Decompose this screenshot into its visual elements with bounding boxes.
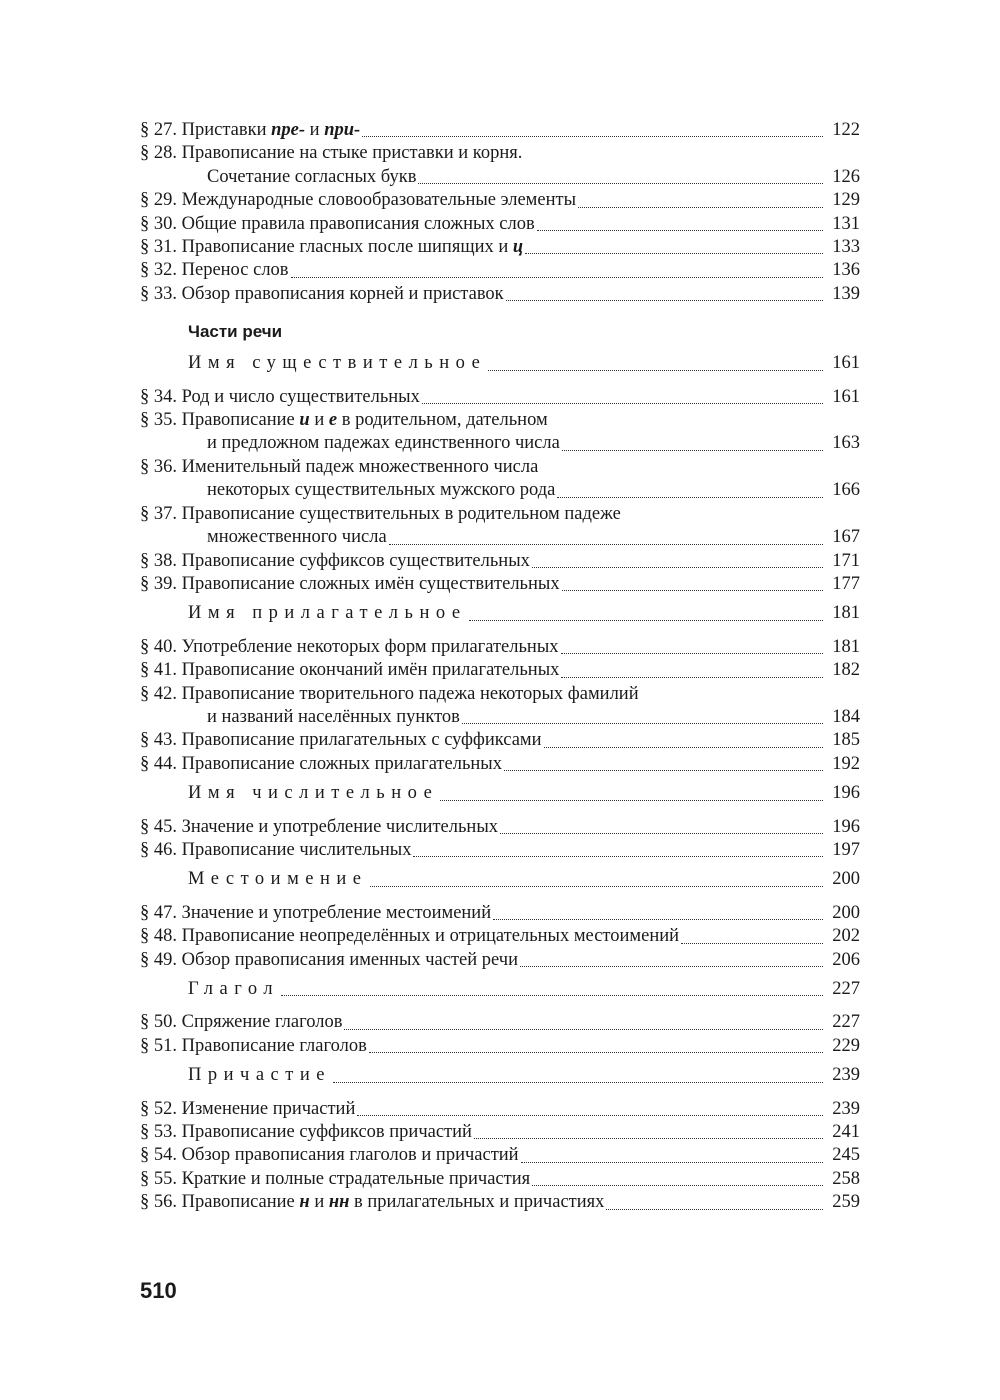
text-part: Правописание сложных прилагательных <box>181 753 502 774</box>
entry-first-line <box>140 683 860 706</box>
toc-line <box>140 479 860 502</box>
section-number: § 55. <box>140 1168 182 1189</box>
entry-title <box>140 1011 342 1034</box>
dot-leader <box>506 299 823 301</box>
toc-entry <box>140 949 860 972</box>
section-number: § 35. <box>140 410 182 431</box>
section-number: § 41. <box>140 660 182 681</box>
entry-continuation: и предложном падежах единственного числа <box>207 433 560 454</box>
dot-leader <box>474 1137 823 1139</box>
dot-leader <box>291 276 823 278</box>
section-number: § 43. <box>140 730 182 751</box>
entry-continuation: Сочетание согласных букв <box>207 166 417 187</box>
page-ref: 171 <box>832 550 860 571</box>
entry-title <box>140 259 289 282</box>
text-part: Спряжение глаголов <box>181 1012 343 1033</box>
entry-title <box>140 1144 519 1167</box>
table-of-contents <box>140 119 860 1215</box>
toc-line <box>140 166 860 189</box>
page-ref: 129 <box>832 190 860 211</box>
bold-letter: при- <box>324 120 361 140</box>
page-ref: 177 <box>832 573 860 594</box>
text-part: Обзор правописания глаголов и причастий <box>181 1145 519 1166</box>
section-number: § 34. <box>140 386 182 407</box>
section-number: § 39. <box>140 573 182 594</box>
page-ref: 239 <box>832 1065 860 1086</box>
toc-section <box>140 602 860 625</box>
toc-section <box>140 1064 860 1087</box>
toc-section <box>140 782 860 805</box>
bold-letter: и <box>299 410 310 431</box>
text-part: Изменение причастий <box>181 1098 356 1119</box>
page-ref: 239 <box>832 1098 860 1119</box>
toc-entry <box>140 1121 860 1144</box>
dot-leader <box>462 722 823 724</box>
text-part: Род и число существительных <box>181 386 420 407</box>
text-part: и <box>305 120 325 140</box>
text-part: Приставки <box>181 120 272 140</box>
section-number: § 46. <box>140 839 182 860</box>
section-number: § 38. <box>140 550 182 571</box>
page-ref: 161 <box>832 353 860 374</box>
toc-entry <box>140 236 860 259</box>
toc-entry <box>140 729 860 752</box>
toc-entry <box>140 142 860 189</box>
page-ref: 241 <box>832 1122 860 1143</box>
section-number: § 40. <box>140 636 182 657</box>
section-number: § 37. <box>140 503 182 524</box>
dot-leader <box>413 855 823 857</box>
entry-title <box>140 839 411 862</box>
toc-entry <box>140 259 860 282</box>
section-number: § 27. <box>140 120 182 140</box>
section-number: § 45. <box>140 816 182 837</box>
entry-title: Правописание творительного падежа некоторых фамилий <box>181 683 639 704</box>
page-ref: 126 <box>832 166 860 187</box>
dot-leader <box>469 619 823 621</box>
entry-title <box>140 386 420 409</box>
section-title: Имя числительное <box>188 783 439 804</box>
entry-continuation: некоторых существительных мужского рода <box>207 480 556 501</box>
toc-entry <box>140 550 860 573</box>
text-part: Правописание <box>181 410 300 431</box>
page-ref: 200 <box>832 902 860 923</box>
page-ref: 181 <box>832 636 860 657</box>
bold-letter: нн <box>328 1192 350 1213</box>
toc-entry <box>140 902 860 925</box>
dot-leader <box>606 1208 823 1210</box>
dot-leader <box>562 449 823 451</box>
toc-entry <box>140 283 860 306</box>
section-number: § 28. <box>140 143 182 164</box>
toc-entry <box>140 1035 860 1058</box>
page-ref: 258 <box>832 1168 860 1189</box>
page-ref: 202 <box>832 926 860 947</box>
page-ref: 245 <box>832 1145 860 1166</box>
section-title: Имя существительное <box>188 353 487 374</box>
dot-leader <box>333 1081 823 1083</box>
page-ref: 200 <box>832 869 860 890</box>
toc-line <box>140 706 860 729</box>
dot-leader <box>532 566 823 568</box>
page-ref: 206 <box>832 949 860 970</box>
entry-title <box>140 189 576 212</box>
dot-leader <box>493 918 823 920</box>
page-number: 510 <box>140 1278 177 1303</box>
page-ref: 167 <box>832 527 860 548</box>
dot-leader <box>537 229 823 231</box>
page-ref: 181 <box>832 603 860 624</box>
section-number: § 56. <box>140 1192 182 1213</box>
dot-leader <box>532 1184 823 1186</box>
toc-entry <box>140 1191 860 1214</box>
dot-leader <box>344 1028 823 1030</box>
page-ref: 184 <box>832 706 860 727</box>
entry-first-line <box>140 503 860 526</box>
toc-entry <box>140 925 860 948</box>
page-ref: 182 <box>832 660 860 681</box>
part-heading: Части речи <box>188 322 283 342</box>
text-part: Обзор правописания корней и приставок <box>181 283 504 304</box>
dot-leader <box>521 1161 823 1163</box>
entry-title <box>140 236 523 259</box>
text-part: Значение и употребление числительных <box>181 816 498 837</box>
bold-letter: ц <box>512 237 524 258</box>
dot-leader <box>525 252 823 254</box>
bold-letter: е <box>328 410 338 431</box>
dot-leader <box>504 769 823 771</box>
dot-leader <box>557 496 823 498</box>
entry-title: Правописание на стыке приставки и корня. <box>181 143 523 164</box>
text-part: Правописание сложных имён существительных <box>181 573 560 594</box>
toc-entry <box>140 636 860 659</box>
toc-entry <box>140 1098 860 1121</box>
toc-entry <box>140 503 860 550</box>
text-part: и <box>309 1192 329 1213</box>
entry-title <box>140 1121 472 1144</box>
section-title: Глагол <box>188 979 280 999</box>
page-ref: 196 <box>832 816 860 837</box>
section-number: § 48. <box>140 926 182 947</box>
section-number: § 31. <box>140 237 182 258</box>
dot-leader <box>440 799 823 801</box>
dot-leader <box>362 135 823 137</box>
toc-entry <box>140 1011 860 1034</box>
section-number: § 42. <box>140 683 182 704</box>
page-ref: 259 <box>832 1192 860 1213</box>
page-ref: 196 <box>832 783 860 804</box>
toc-entry <box>140 119 860 142</box>
bold-letter: пре- <box>271 120 306 140</box>
dot-leader <box>422 402 823 404</box>
text-part: в прилагательных и причастиях <box>349 1192 605 1213</box>
entry-title <box>140 925 679 948</box>
section-number: § 54. <box>140 1145 182 1166</box>
toc-entry <box>140 1168 860 1191</box>
text-part: в родительном, дательном <box>337 410 548 431</box>
entry-title <box>140 659 559 682</box>
page-ref: 139 <box>832 283 860 304</box>
entry-title <box>140 119 360 142</box>
page-ref: 227 <box>832 1012 860 1033</box>
section-number: § 32. <box>140 260 182 281</box>
toc-line <box>140 432 860 455</box>
section-number: § 30. <box>140 213 182 234</box>
toc-entry <box>140 839 860 862</box>
page-ref: 227 <box>832 979 860 999</box>
section-number: § 47. <box>140 902 182 923</box>
section-number: § 29. <box>140 190 182 211</box>
entry-title <box>140 1098 355 1121</box>
text-part: Правописание прилагательных с суффиксами <box>181 730 542 751</box>
text-part: Значение и употребление местоимений <box>181 902 492 923</box>
page-ref: 161 <box>832 386 860 407</box>
text-part: Общие правила правописания сложных слов <box>181 213 535 234</box>
text-part: Употребление некоторых форм прилагательных <box>181 636 559 657</box>
toc-section <box>140 978 860 1001</box>
entry-title: Правописание существительных в родительном падеже <box>181 503 621 524</box>
bold-letter: н <box>299 1192 310 1213</box>
text-part: Правописание неопределённых и отрицательных местоимений <box>181 926 680 947</box>
page-ref: 197 <box>832 839 860 860</box>
text-part: Правописание суффиксов существительных <box>181 550 530 571</box>
toc-section <box>140 352 860 375</box>
text-part: Правописание глаголов <box>181 1035 367 1056</box>
section-number: § 33. <box>140 283 182 304</box>
page-ref: 163 <box>832 433 860 454</box>
dot-leader <box>500 832 823 834</box>
dot-leader <box>681 942 823 944</box>
section-number: § 44. <box>140 753 182 774</box>
section-title: Имя прилагательное <box>188 603 467 624</box>
entry-title: Именительный падеж множественного числа <box>181 456 539 477</box>
dot-leader <box>281 994 823 996</box>
entry-title <box>140 902 491 925</box>
text-part: Перенос слов <box>181 260 289 281</box>
dot-leader <box>369 1051 823 1053</box>
dot-leader <box>562 589 823 591</box>
text-part: Правописание гласных после шипящих и <box>181 237 513 258</box>
text-part: и <box>309 410 329 431</box>
toc-entry <box>140 213 860 236</box>
entry-title <box>140 729 542 752</box>
dot-leader <box>561 652 823 654</box>
entry-title <box>140 753 502 776</box>
toc-entry <box>140 456 860 503</box>
entry-title <box>140 1168 530 1191</box>
entry-first-line <box>140 409 860 432</box>
toc-entry <box>140 386 860 409</box>
entry-continuation: и названий населённых пунктов <box>207 706 460 727</box>
page-ref: 122 <box>832 120 860 140</box>
section-number: § 50. <box>140 1012 182 1033</box>
dot-leader <box>561 676 823 678</box>
toc-entry <box>140 573 860 596</box>
text-part: Международные словообразовательные элементы <box>181 190 577 211</box>
entry-continuation: множественного числа <box>207 527 387 548</box>
toc-entry <box>140 189 860 212</box>
text-part: Правописание окончаний имён прилагательных <box>181 660 560 681</box>
section-title: Местоимение <box>188 869 368 890</box>
dot-leader <box>544 746 823 748</box>
entry-title <box>140 573 560 596</box>
page-ref: 185 <box>832 730 860 751</box>
dot-leader <box>389 543 823 545</box>
section-number: § 52. <box>140 1098 182 1119</box>
entry-title <box>140 949 518 972</box>
section-title: Причастие <box>188 1065 331 1086</box>
section-number: § 49. <box>140 949 182 970</box>
toc-entry <box>140 683 860 730</box>
dot-leader <box>357 1114 823 1116</box>
entry-title <box>140 213 535 236</box>
text-part: Правописание <box>181 1192 300 1213</box>
text-part: Обзор правописания именных частей речи <box>181 949 519 970</box>
dot-leader <box>370 885 823 887</box>
dot-leader <box>520 965 823 967</box>
entry-title <box>140 283 504 306</box>
toc-line <box>140 526 860 549</box>
entry-first-line <box>140 142 860 165</box>
section-number: § 53. <box>140 1122 182 1143</box>
dot-leader <box>488 369 823 371</box>
page-ref: 131 <box>832 213 860 234</box>
dot-leader <box>418 182 823 184</box>
section-number: § 51. <box>140 1035 182 1056</box>
entry-title <box>140 816 498 839</box>
entry-first-line <box>140 456 860 479</box>
text-part: Краткие и полные страдательные причастия <box>181 1168 531 1189</box>
toc-entry <box>140 816 860 839</box>
entry-title <box>140 550 530 573</box>
toc-entry <box>140 753 860 776</box>
entry-title <box>140 1035 367 1058</box>
page-ref: 136 <box>832 260 860 281</box>
entry-title <box>140 1191 604 1214</box>
page-ref: 133 <box>832 237 860 258</box>
page-ref: 229 <box>832 1035 860 1056</box>
text-part: Правописание суффиксов причастий <box>181 1122 472 1143</box>
dot-leader <box>578 206 823 208</box>
page-ref: 166 <box>832 480 860 501</box>
toc-entry <box>140 1144 860 1167</box>
page-ref: 192 <box>832 753 860 774</box>
toc-entry <box>140 409 860 456</box>
section-number: § 36. <box>140 456 182 477</box>
text-part: Правописание числительных <box>181 839 412 860</box>
toc-entry <box>140 659 860 682</box>
entry-title <box>140 636 559 659</box>
toc-section <box>140 868 860 891</box>
